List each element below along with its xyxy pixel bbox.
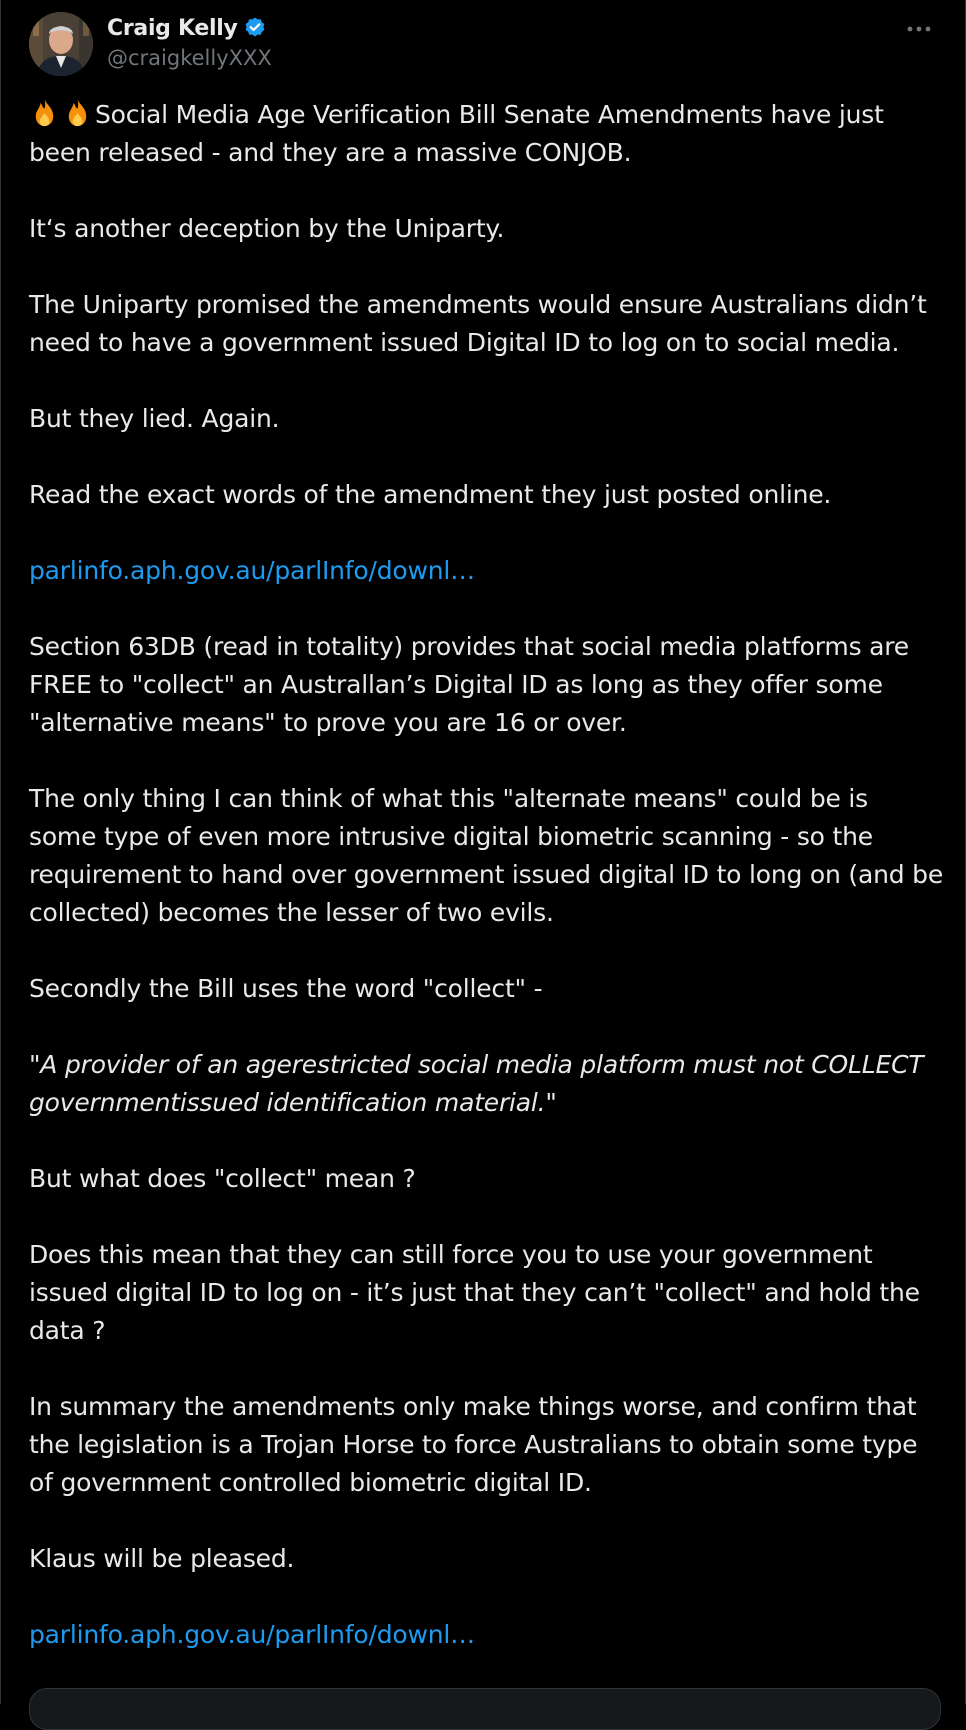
- paragraph-line: FREE to "collect" an Australlan’s Digital ID as long as they offer some: [29, 670, 883, 699]
- quote-line: "A provider of an agerestricted social media platform must not COLLECT: [29, 1050, 924, 1079]
- paragraph-line: In summary the amendments only make things worse, and confirm that: [29, 1392, 917, 1421]
- paragraph-link-2: [29, 1616, 939, 1654]
- paragraph-link-1: [29, 552, 939, 590]
- paragraph-promise: [29, 286, 939, 362]
- paragraph-line: It‘s another deception by the Uniparty.: [29, 214, 505, 243]
- parlinfo-link-1[interactable]: parlinfo.aph.gov.au/parlInfo/downl…: [29, 556, 475, 585]
- paragraph-alternate-means: [29, 780, 943, 932]
- paragraph-klaus: [29, 1540, 939, 1578]
- paragraph-line: Social Media Age Verification Bill Senate Amendments have just: [95, 100, 884, 129]
- paragraph-line: Section 63DB (read in totality) provides that social media platforms are: [29, 632, 909, 661]
- fire-emoji-icon: [29, 97, 60, 128]
- more-horizontal-icon: [906, 25, 932, 33]
- paragraph-force: [29, 1236, 939, 1350]
- author-name-row: [107, 14, 267, 42]
- paragraph-line: collected) becomes the lesser of two evils.: [29, 898, 554, 927]
- parlinfo-link-2[interactable]: parlinfo.aph.gov.au/parlInfo/downl…: [29, 1620, 475, 1649]
- paragraph-line: Does this mean that they can still force you to use your government: [29, 1240, 873, 1269]
- paragraph-summary: [29, 1388, 939, 1502]
- paragraph-intro: [29, 96, 939, 172]
- paragraph-line: need to have a government issued Digital ID to log on to social media.: [29, 328, 900, 357]
- paragraph-line: The Uniparty promised the amendments would ensure Australians didn’t: [29, 290, 927, 319]
- paragraph-collect-meaning: [29, 1160, 939, 1198]
- paragraph-line: The only thing I can think of what this "alternate means" could be is: [29, 784, 868, 813]
- paragraph-line: the legislation is a Trojan Horse to force Australians to obtain some type: [29, 1430, 918, 1459]
- paragraph-line: issued digital ID to log on - it’s just that they can’t "collect" and hold the: [29, 1278, 920, 1307]
- paragraph-section-63db: [29, 628, 939, 742]
- paragraph-line: some type of even more intrusive digital biometric scanning - so the: [29, 822, 873, 851]
- more-options-button[interactable]: [899, 14, 939, 44]
- paragraph-collect-word: [29, 970, 939, 1008]
- paragraph-lied: [29, 400, 939, 438]
- paragraph-line: Klaus will be pleased.: [29, 1544, 295, 1573]
- author-display-name[interactable]: Craig Kelly: [107, 15, 238, 41]
- paragraph-line: been released - and they are a massive CONJOB.: [29, 138, 632, 167]
- paragraph-line: "alternative means" to prove you are 16 or over.: [29, 708, 627, 737]
- paragraph-line: Secondly the Bill uses the word "collect" -: [29, 974, 543, 1003]
- paragraph-deception: [29, 210, 939, 248]
- tweet-text: [29, 96, 943, 1692]
- verified-badge-icon: [243, 16, 267, 40]
- paragraph-line: Read the exact words of the amendment they just posted online.: [29, 480, 832, 509]
- avatar[interactable]: [29, 12, 93, 76]
- paragraph-line: of government controlled biometric digital ID.: [29, 1468, 592, 1497]
- avatar-photo: [29, 12, 93, 76]
- quote-line: governmentissued identification material.": [29, 1088, 557, 1117]
- author-handle[interactable]: @craigkellyXXX: [107, 46, 272, 70]
- link-preview-card[interactable]: [29, 1688, 941, 1730]
- paragraph-read-words: [29, 476, 939, 514]
- fire-emoji-icon: [62, 97, 93, 128]
- tweet-header: [29, 12, 939, 78]
- paragraph-quote: [29, 1046, 939, 1122]
- paragraph-line: But what does "collect" mean ?: [29, 1164, 416, 1193]
- paragraph-line: requirement to hand over government issued digital ID to long on (and be: [29, 860, 943, 889]
- paragraph-line: data ?: [29, 1316, 106, 1345]
- paragraph-line: But they lied. Again.: [29, 404, 280, 433]
